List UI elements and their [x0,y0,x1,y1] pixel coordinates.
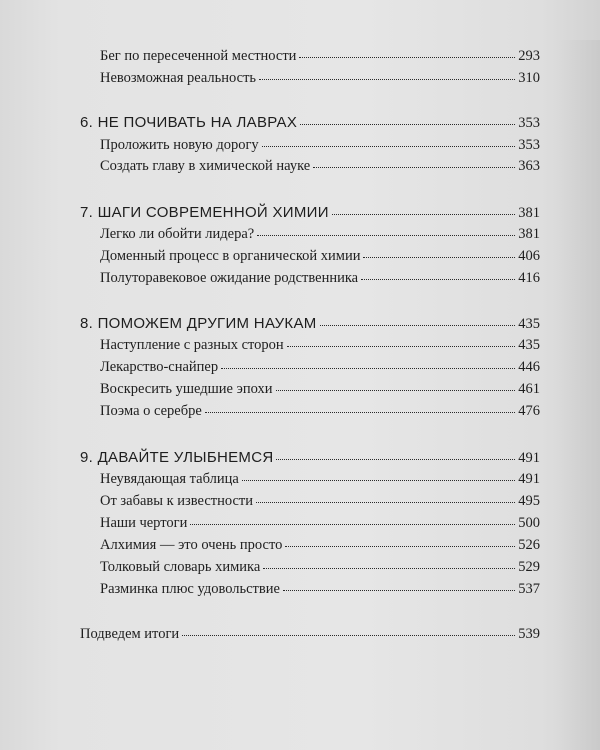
leader-dots [190,514,515,525]
toc-entry-title: Разминка плюс удовольствие [100,581,280,597]
toc-entry-page: 476 [518,403,540,419]
toc-entry-title: Поэма о серебре [100,403,202,419]
toc-entry-page: 491 [518,471,540,487]
toc-entry-title: Наступление с разных сторон [100,337,284,353]
toc-chapter-page: 381 [518,205,540,221]
toc-entry-title: Алхимия — это очень просто [100,537,283,553]
leader-dots [262,136,516,147]
toc-entry [100,537,540,554]
toc-entry-page: 353 [518,137,540,153]
toc-chapter [80,114,540,132]
toc-entry [100,381,540,398]
toc-entry [100,137,540,154]
leader-dots [256,492,515,503]
toc-chapter-title: 6. НЕ ПОЧИВАТЬ НА ЛАВРАХ [80,114,298,131]
toc-entry-title: Полуторавековое ожидание родственника [100,270,359,286]
toc-entry-page: 310 [518,70,540,86]
toc-entry [100,337,540,354]
toc-entry-title: Подведем итоги [80,626,180,642]
toc-entry-page: 446 [518,359,540,375]
toc-entry-page: 526 [518,537,540,553]
toc-entry [100,158,540,175]
toc-entry [100,248,540,265]
toc-chapter [80,449,540,467]
toc-entry-page: 293 [518,48,540,64]
toc-entry [100,270,540,287]
toc-entry-page: 537 [518,581,540,597]
toc-entry-page: 529 [518,559,540,575]
toc-chapter-page: 491 [518,450,540,466]
leader-dots [361,269,515,280]
toc-entry-title: Легко ли обойти лидера? [100,226,255,242]
toc-entry [100,471,540,488]
leader-dots [276,380,516,391]
leader-dots [287,336,516,347]
leader-dots [263,558,515,569]
toc-entry [100,226,540,243]
leader-dots [257,225,515,236]
leader-dots [259,69,515,80]
toc-entry-page: 435 [518,337,540,353]
leader-dots [300,114,515,125]
leader-dots [182,625,515,636]
toc-entry [100,515,540,532]
toc-chapter-page: 353 [518,115,540,131]
toc-chapter-title: 8. ПОМОЖЕМ ДРУГИМ НАУКАМ [80,315,317,332]
toc-entry-title: Толковый словарь химика [100,559,261,575]
toc-chapter [80,204,540,222]
toc-entry [100,359,540,376]
toc-entry [100,493,540,510]
leader-dots [332,204,515,215]
leader-dots [205,402,515,413]
toc-entry-page: 539 [518,626,540,642]
leader-dots [242,470,515,481]
toc-entry-title: Создать главу в химической науке [100,158,311,174]
leader-dots [276,449,515,460]
toc-entry-title: Невозможная реальность [100,70,257,86]
toc-entry-page: 461 [518,381,540,397]
toc-entry [100,70,540,87]
leader-dots [221,358,515,369]
toc-entry-title: Доменный процесс в органической химии [100,248,361,264]
toc-entry [100,559,540,576]
toc-entry-title: Наши чертоги [100,515,188,531]
toc-entry-page: 381 [518,226,540,242]
toc-entry-page: 416 [518,270,540,286]
leader-dots [285,536,515,547]
toc-entry-title: Лекарство-снайпер [100,359,219,375]
toc-chapter [80,315,540,333]
toc-entry-title: Воскресить ушедшие эпохи [100,381,273,397]
toc-entry-page: 500 [518,515,540,531]
toc-chapter-title: 7. ШАГИ СОВРЕМЕННОЙ ХИМИИ [80,204,329,221]
leader-dots [283,580,515,591]
leader-dots [313,157,515,168]
toc-entry-page: 495 [518,493,540,509]
toc-entry-page: 406 [518,248,540,264]
toc-entry-title: Бег по пересеченной местности [100,48,297,64]
toc-entry [100,48,540,65]
leader-dots [363,247,515,258]
leader-dots [299,47,515,58]
toc-chapter-title: 9. ДАВАЙТЕ УЛЫБНЕМСЯ [80,449,274,466]
leader-dots [320,315,516,326]
toc-final-entry [80,626,540,643]
toc-entry-title: Проложить новую дорогу [100,137,259,153]
toc-entry-title: От забавы к известности [100,493,254,509]
toc-chapter-page: 435 [518,316,540,332]
page-shadow [555,40,600,750]
toc-entry-title: Неувядающая таблица [100,471,239,487]
toc-entry-page: 363 [518,158,540,174]
toc-entry [100,403,540,420]
toc-entry [100,581,540,598]
